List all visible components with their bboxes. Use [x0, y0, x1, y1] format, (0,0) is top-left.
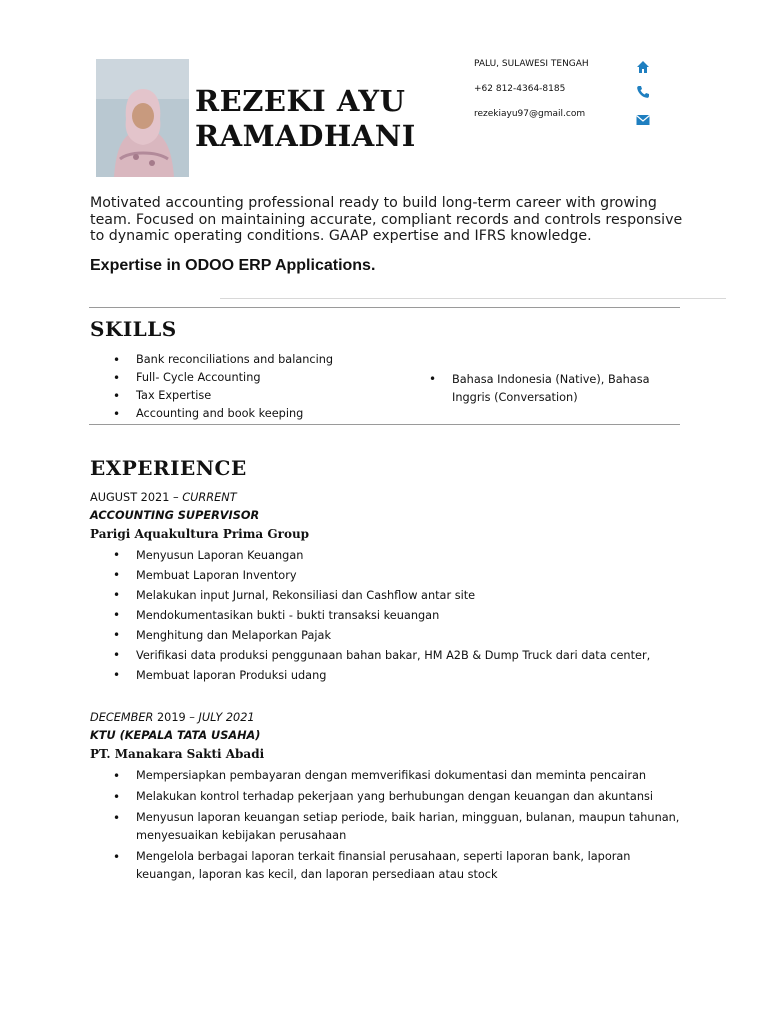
name-line-1: REZEKI AYU: [195, 84, 406, 118]
job-date-start-year: 2019: [153, 711, 186, 724]
name-line-2: RAMADHANI: [195, 119, 416, 153]
contact-phone: +62 812-4364-8185: [474, 84, 566, 94]
skill-item: • Bahasa Indonesia (Native), Bahasa Inggris (Conversation): [429, 371, 669, 406]
skill-item: • Accounting and book keeping: [113, 405, 413, 423]
job-title: KTU (KEPALA TATA USAHA): [90, 729, 261, 742]
skill-item: • Tax Expertise: [113, 387, 413, 405]
job-duties: [113, 547, 693, 687]
job-date: [90, 711, 255, 724]
divider-skills: [89, 424, 680, 425]
duty-item: • Mempersiapkan pembayaran dengan memverifikasi dokumentasi dan meminta pencairan: [113, 767, 693, 785]
skills-list-left: [113, 351, 413, 423]
home-icon: [636, 59, 652, 73]
job-date-start-month: DECEMBER: [90, 711, 154, 724]
job-date-end: – JULY 2021: [185, 711, 255, 724]
duty-item: • Melakukan kontrol terhadap pekerjaan yang berhubungan dengan keuangan dan akuntansi: [113, 788, 693, 806]
duty-item: • Menyusun laporan keuangan setiap periode, baik harian, mingguan, bulanan, maupun tahunan, menyesuaikan kebijakan perusahaan: [113, 809, 693, 845]
professional-summary: Motivated accounting professional ready to build long-term career with growing team. Focused on maintaining accurate, compliant records and controls responsive to dynamic operating conditions. GAAP expertise and IFRS knowledge.: [90, 195, 683, 244]
job-date: [90, 491, 237, 504]
skill-item: • Bank reconciliations and balancing: [113, 351, 413, 369]
job-date-start: AUGUST 2021 –: [90, 491, 183, 504]
duty-item: • Melakukan input Jurnal, Rekonsiliasi dan Cashflow antar site: [113, 587, 693, 607]
duty-item: • Membuat laporan Produksi udang: [113, 667, 693, 687]
experience-heading: EXPERIENCE: [90, 456, 247, 480]
job-company: PT. Manakara Sakti Abadi: [90, 747, 265, 761]
job-company: Parigi Aquakultura Prima Group: [90, 527, 310, 541]
divider-top: [89, 307, 680, 308]
skills-list-right: [429, 371, 669, 406]
duty-item: • Verifikasi data produksi penggunaan bahan bakar, HM A2B & Dump Truck dari data center,: [113, 647, 693, 667]
duty-item: • Menghitung dan Melaporkan Pajak: [113, 627, 693, 647]
contact-email[interactable]: rezekiayu97@gmail.com: [474, 109, 586, 119]
candidate-name: [195, 84, 416, 154]
phone-icon: [636, 84, 652, 98]
job-date-end: CURRENT: [182, 491, 237, 504]
duty-item: • Membuat Laporan Inventory: [113, 567, 693, 587]
skills-heading: SKILLS: [90, 317, 177, 341]
divider-light: [220, 298, 726, 299]
job-title: ACCOUNTING SUPERVISOR: [90, 509, 260, 522]
contact-location: PALU, SULAWESI TENGAH: [474, 59, 589, 69]
job-duties: [113, 767, 693, 887]
duty-item: • Mendokumentasikan bukti - bukti transaksi keuangan: [113, 607, 693, 627]
expertise-statement: Expertise in ODOO ERP Applications.: [90, 257, 376, 274]
mail-icon: [636, 111, 652, 125]
duty-item: • Mengelola berbagai laporan terkait finansial perusahaan, seperti laporan bank, laporan keuangan, laporan kas kecil, dan laporan persediaan atau stock: [113, 848, 693, 884]
duty-item: • Menyusun Laporan Keuangan: [113, 547, 693, 567]
skill-item: • Full- Cycle Accounting: [113, 369, 413, 387]
profile-photo: [96, 59, 189, 177]
